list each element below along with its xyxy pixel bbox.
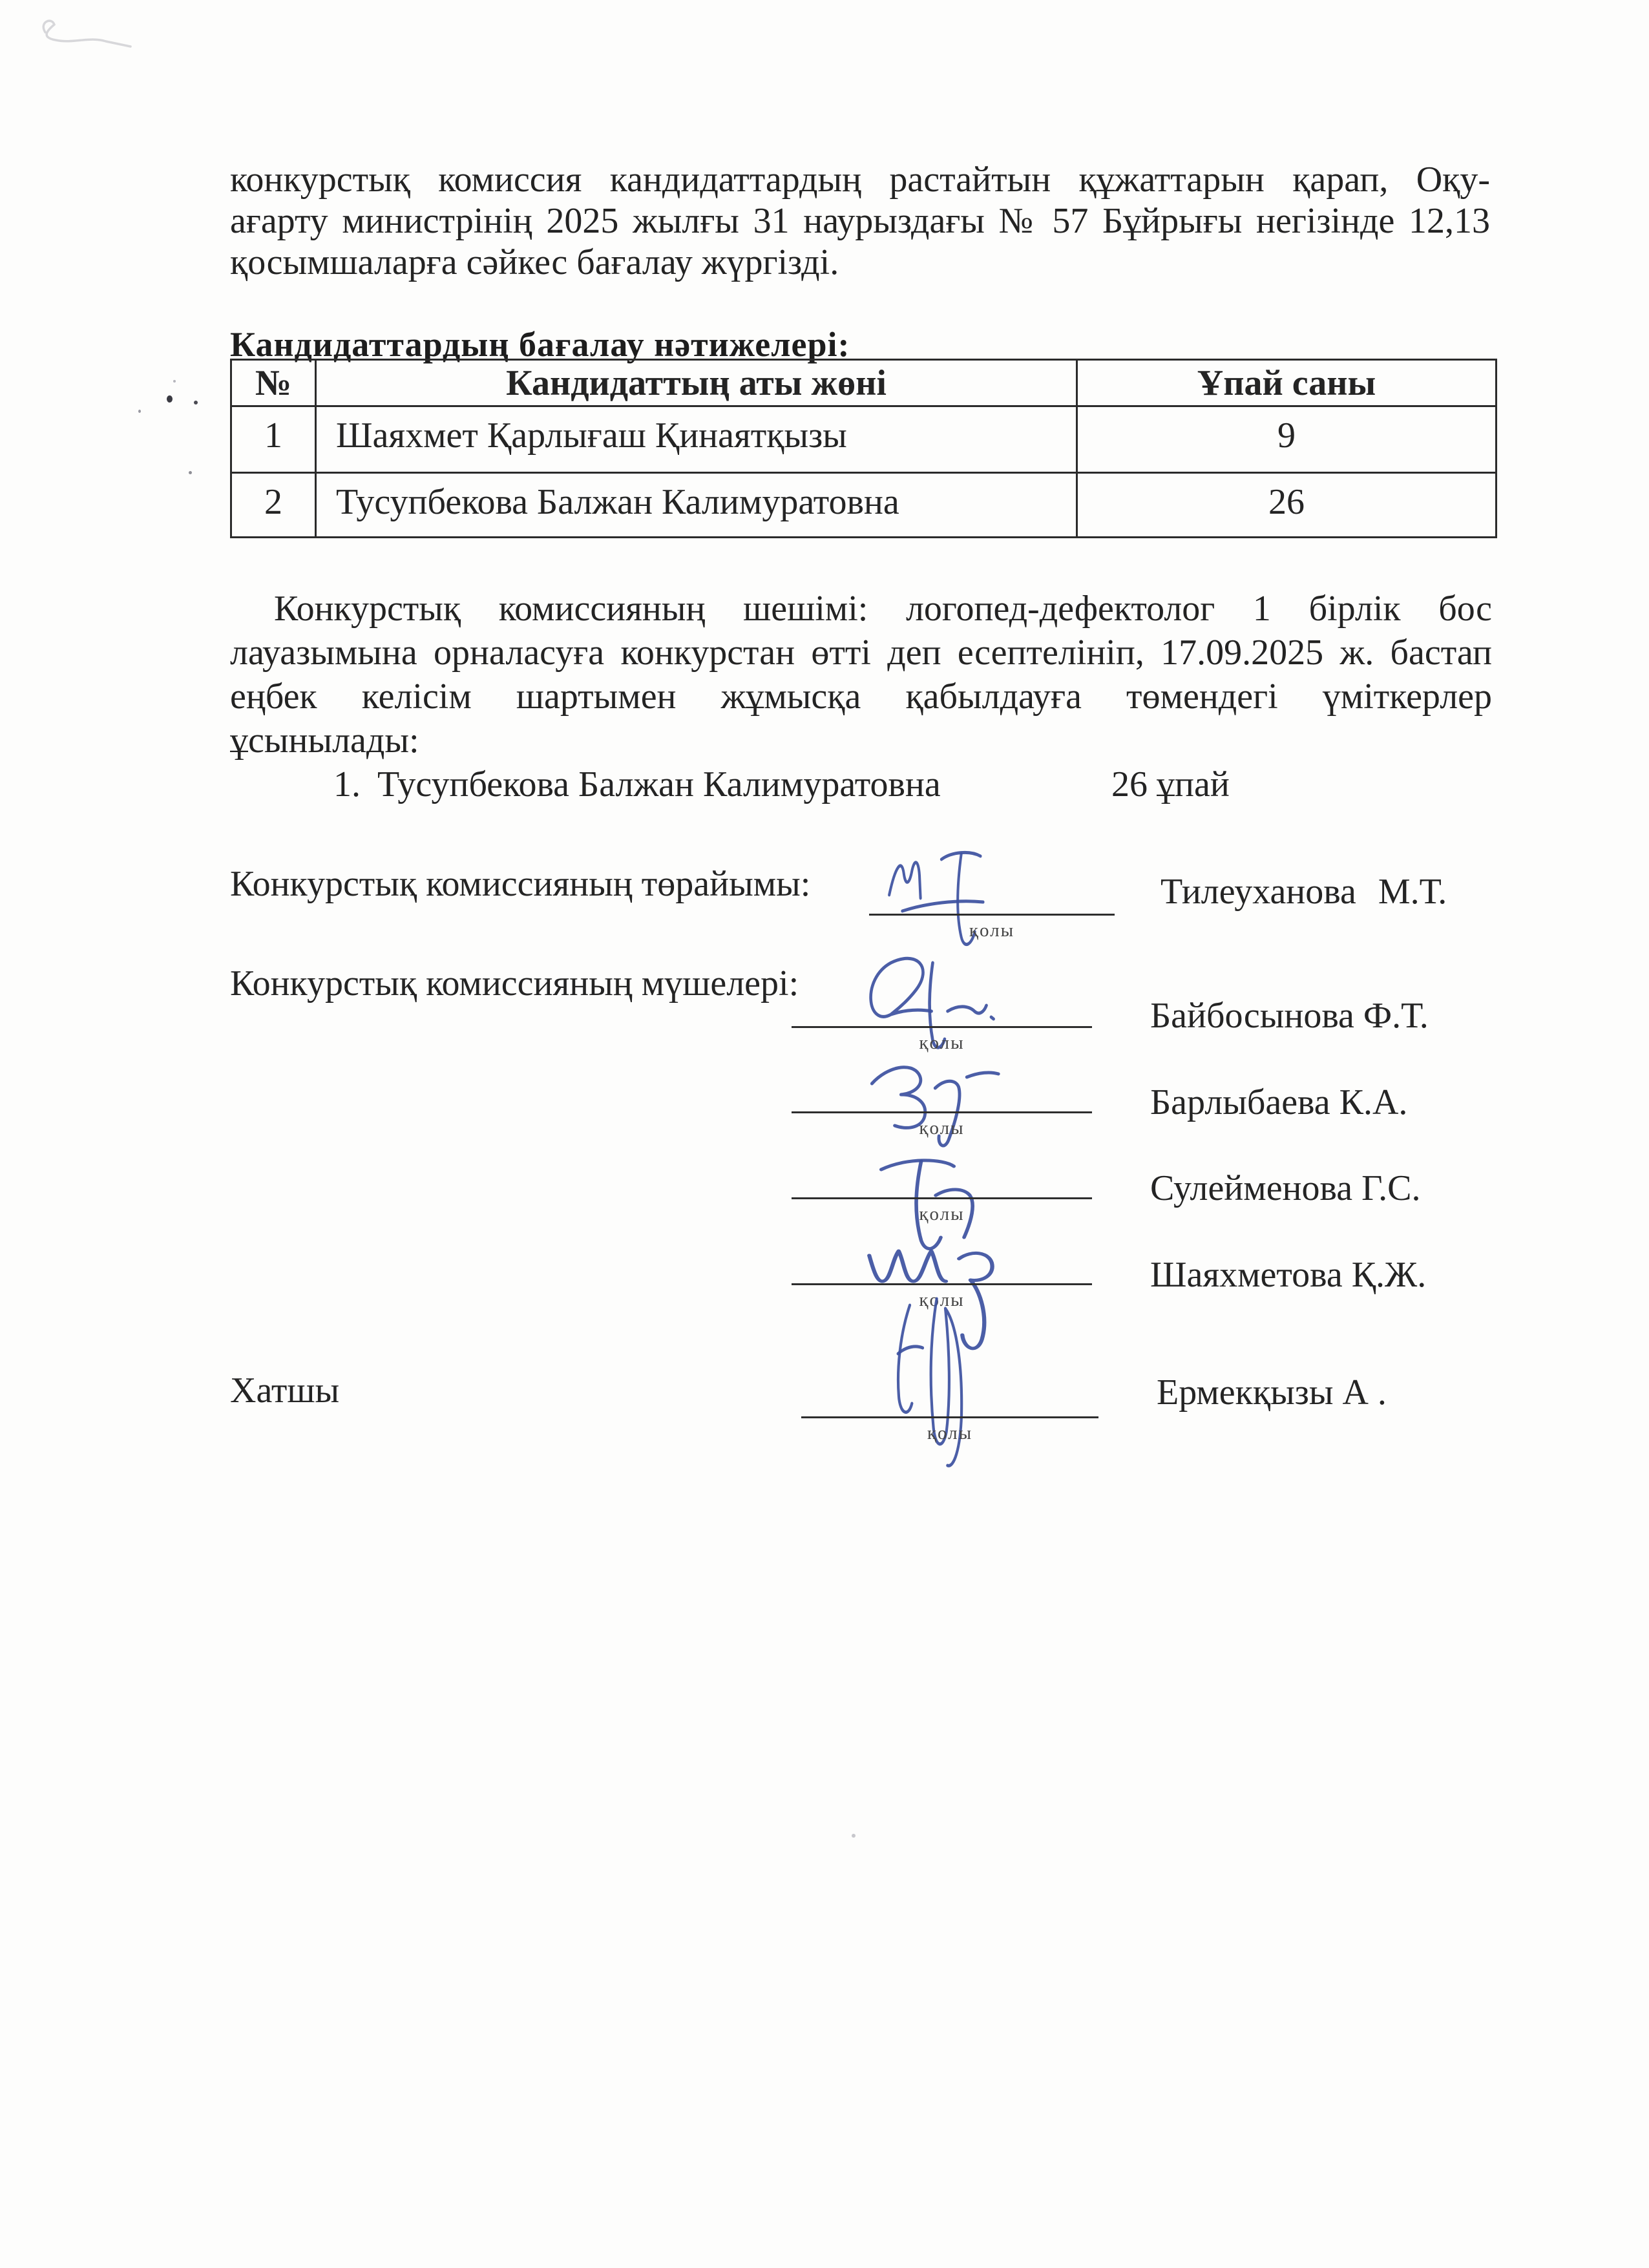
decision-line: еңбек келісім шартымен жұмысқа қабылдауға төмендегі үміткерлер (230, 677, 1492, 717)
table-row (231, 406, 1497, 473)
candidate-name: Шаяхмет Қарлығаш Қинаятқызы (316, 406, 1077, 473)
winner-line (230, 764, 1490, 809)
intro-paragraph (230, 159, 1490, 283)
decision-line: ұсынылады: (230, 720, 419, 761)
candidate-score: 9 (1077, 406, 1497, 473)
signature-line (801, 1416, 1098, 1418)
signature-line (792, 1197, 1092, 1199)
signature-caption: қолы (919, 1290, 965, 1310)
col-header-candidate-name: Кандидаттың аты жөні (316, 360, 1077, 406)
ink-speck (173, 380, 176, 383)
decision-paragraph (230, 587, 1492, 762)
signature-caption: қолы (919, 1204, 965, 1224)
intro-line: ағарту министрінің 2025 жылғы 31 наурыздағы № 57 Бұйрығы негізінде 12,13 (230, 201, 1490, 241)
ink-speck (189, 471, 192, 474)
col-header-score: Ұпай саны (1077, 360, 1497, 406)
signature-caption: қолы (969, 920, 1015, 941)
secretary-label: Хатшы (230, 1370, 340, 1411)
signature-line (792, 1026, 1092, 1028)
candidate-score: 26 (1077, 473, 1497, 538)
winner-name: Тусупбекова Балжан Калимуратовна (377, 764, 941, 804)
signature-line (869, 914, 1115, 916)
results-heading: Кандидаттардың бағалау нәтижелері: (230, 325, 850, 364)
row-number: 2 (231, 473, 316, 538)
member-printed-name: Шаяхметова Қ.Ж. (1150, 1255, 1427, 1295)
signature-line (792, 1283, 1092, 1285)
winner-index: 1. (333, 764, 361, 804)
table-header-row (231, 360, 1497, 406)
ink-speck (852, 1834, 856, 1838)
pencil-scribble-artifact (34, 14, 143, 54)
decision-line: лауазымына орналасуға конкурстан өтті деп есептелініп, 17.09.2025 ж. бастап (230, 633, 1492, 673)
member-printed-name: Сулейменова Г.С. (1150, 1168, 1421, 1208)
intro-line: конкурстық комиссия кандидаттардың растайтын құжаттарын қарап, Оқу- (230, 160, 1490, 200)
member-printed-name: Байбосынова Ф.Т. (1150, 996, 1429, 1036)
chair-printed-name: Тилеуханова М.Т. (1161, 872, 1447, 912)
table-row (231, 473, 1497, 538)
signature-caption: қолы (927, 1423, 973, 1444)
col-header-number: № (231, 360, 316, 406)
ink-speck (138, 410, 141, 413)
chair-label: Конкурстық комиссияның төрайымы: (230, 864, 811, 904)
results-table (230, 359, 1497, 538)
members-label: Конкурстық комиссияның мүшелері: (230, 963, 799, 1003)
secretary-signature-icon (877, 1286, 991, 1493)
ink-speck (194, 401, 198, 404)
signature-line (792, 1111, 1092, 1113)
decision-line: Конкурстық комиссияның шешімі: логопед-дефектолог 1 бірлік бос (274, 589, 1492, 629)
row-number: 1 (231, 406, 316, 473)
signature-caption: қолы (919, 1033, 965, 1053)
winner-score: 26 ұпай (1111, 764, 1230, 804)
ink-speck (167, 395, 173, 403)
signature-caption: қолы (919, 1118, 965, 1139)
member-printed-name: Барлыбаева К.А. (1150, 1082, 1408, 1122)
candidate-name: Тусупбекова Балжан Калимуратовна (316, 473, 1077, 538)
intro-line: қосымшаларға сәйкес бағалау жүргізді. (230, 242, 839, 282)
secretary-printed-name: Ермекқызы А . (1157, 1372, 1387, 1412)
